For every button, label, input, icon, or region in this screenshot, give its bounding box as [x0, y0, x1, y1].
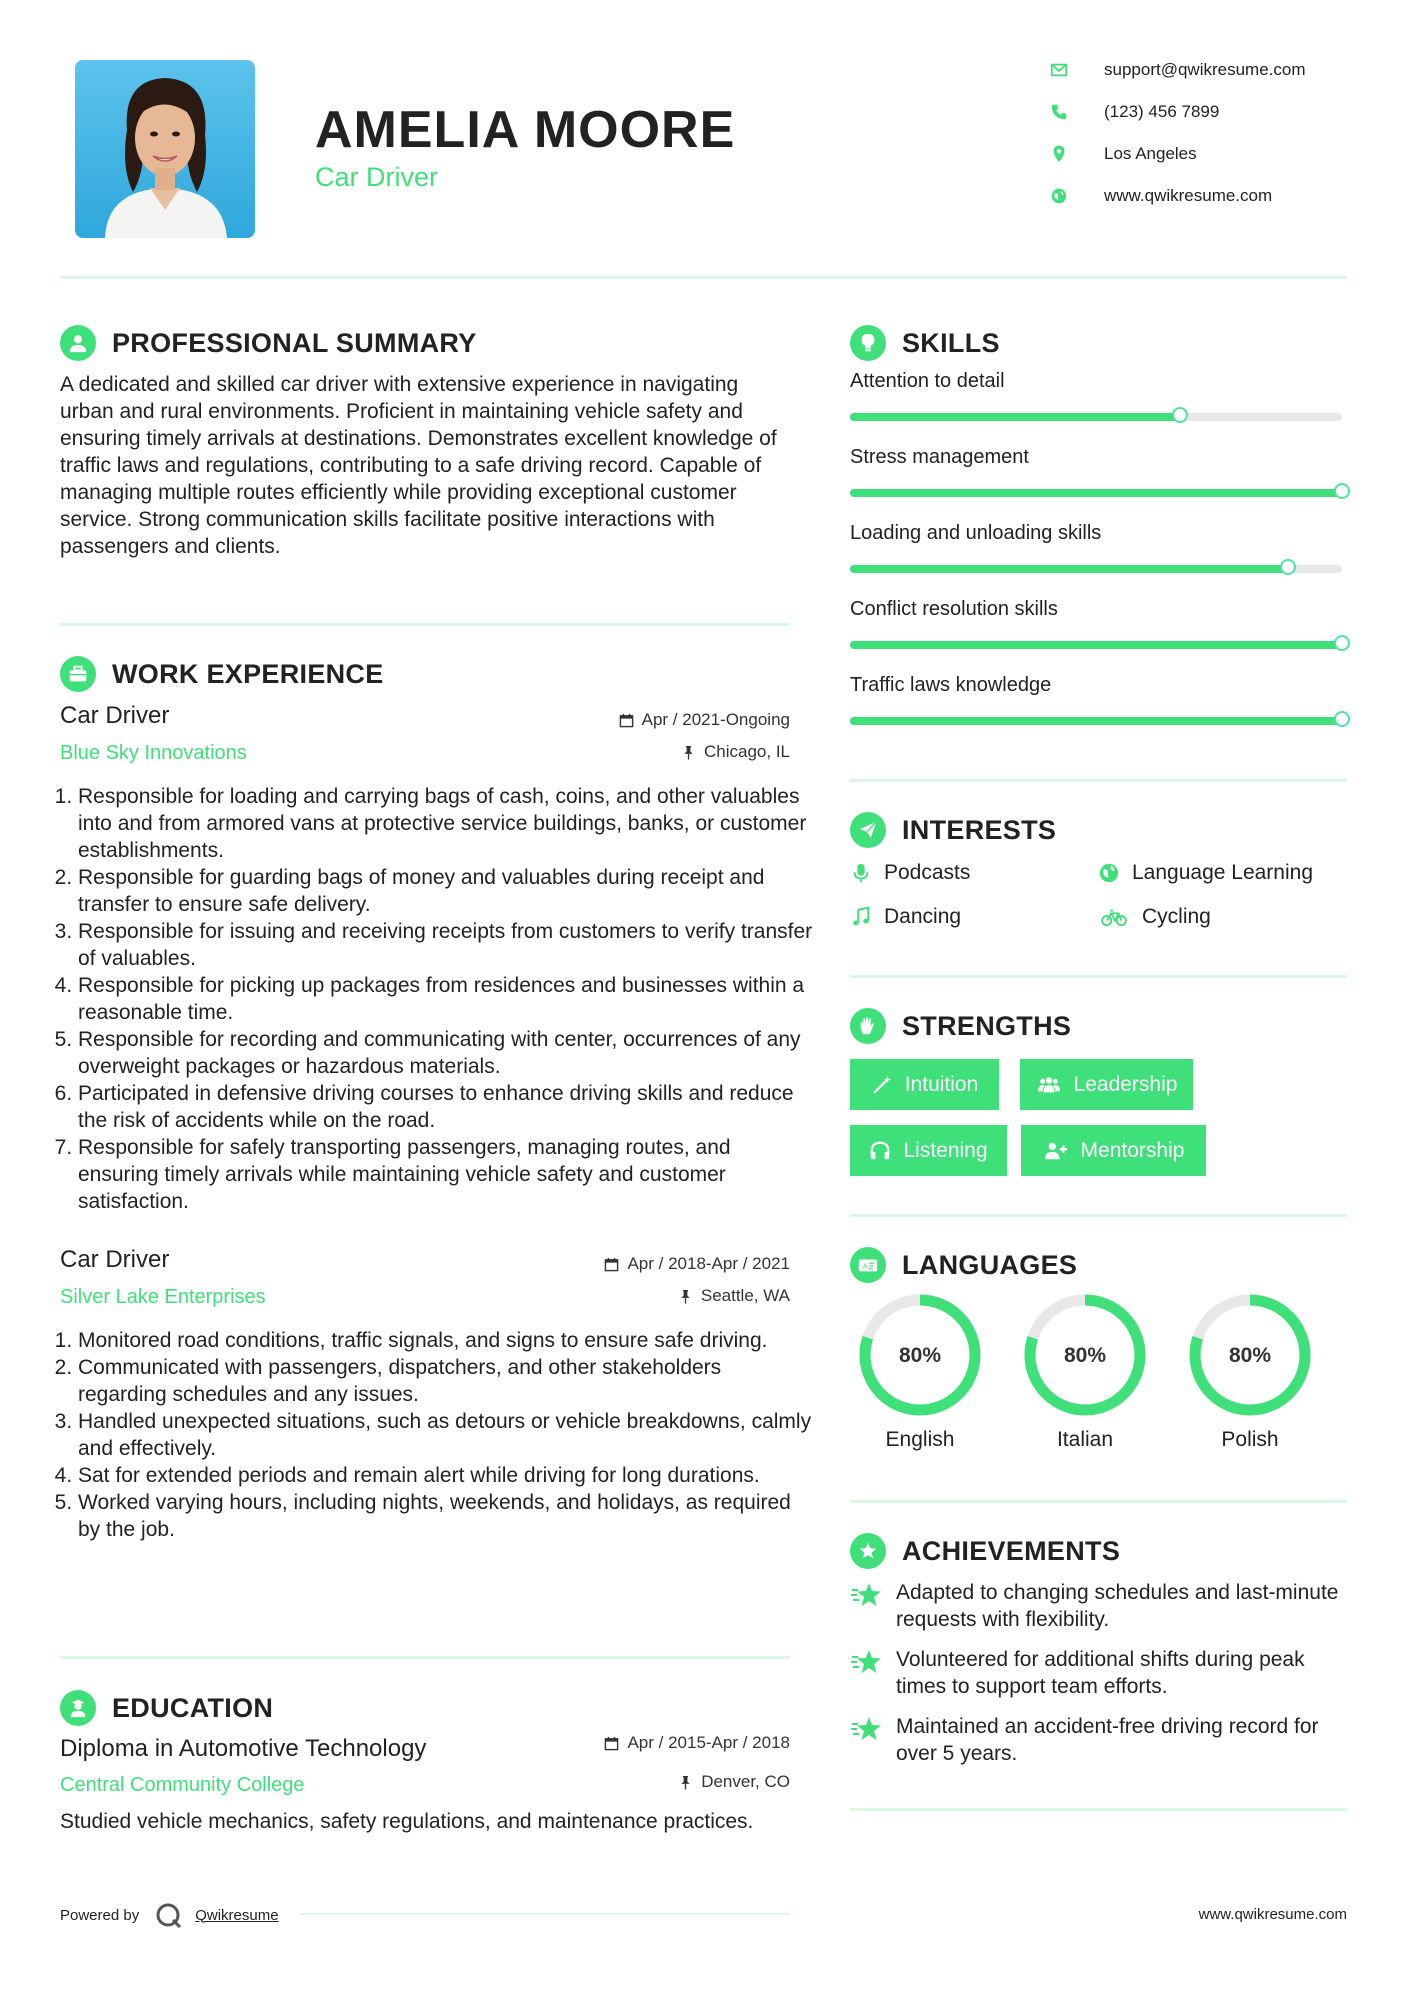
- education-heading: EDUCATION: [60, 1690, 273, 1726]
- skill-bar: [850, 641, 1342, 649]
- profile-photo: [75, 60, 255, 238]
- pushpin-icon: [678, 1775, 693, 1790]
- language-ring: [1185, 1290, 1315, 1420]
- svg-text:A: A: [862, 1261, 868, 1271]
- interest-cycling: Cycling: [1098, 905, 1211, 929]
- skill-bar: [850, 717, 1342, 725]
- skill-bar-knob: [1334, 483, 1350, 499]
- strength-leadership: Leadership: [1020, 1059, 1193, 1110]
- education-location: Denver, CO: [490, 1772, 790, 1792]
- user-plus-icon: [1043, 1140, 1069, 1162]
- envelope-icon: [1050, 61, 1068, 79]
- job-2-location: Seattle, WA: [490, 1286, 790, 1306]
- duty-item: 3. Handled unexpected situations, such as detours or vehicle breakdowns, calmly and effectively.: [78, 1408, 813, 1462]
- footer-powered-by: Powered by Qwikresume: [60, 1900, 279, 1930]
- languages-list: [845, 1290, 1355, 1460]
- language-percent: 80%: [1063, 1344, 1107, 1367]
- duty-item: 1. Responsible for loading and carrying bags of cash, coins, and other valuables into and from armored vans at protective service buildings, banks, or customer establishments.: [78, 783, 813, 864]
- qwikresume-logo-icon: [153, 1900, 183, 1930]
- bicycle-icon: [1098, 906, 1130, 928]
- skill-bar-fill: [850, 717, 1342, 725]
- skill-bar: [850, 565, 1342, 573]
- languages-heading: A LANGUAGES: [850, 1247, 1077, 1283]
- achievement-item: Adapted to changing schedules and last-minute requests with flexibility.: [850, 1579, 1350, 1633]
- job-1-duties: [60, 783, 813, 1215]
- skill-name: Loading and unloading skills: [850, 522, 1102, 544]
- star-badge-icon: [850, 1533, 886, 1569]
- interest-language-learning: Language Learning: [1098, 861, 1313, 885]
- hand-icon: [850, 1008, 886, 1044]
- language-percent: 80%: [1228, 1344, 1272, 1367]
- skill-bar-knob: [1172, 407, 1188, 423]
- footer-divider: [300, 1913, 790, 1915]
- strengths-heading: STRENGTHS: [850, 1008, 1071, 1044]
- duty-item: 4. Responsible for picking up packages from residences and businesses within a reasonable time.: [78, 972, 813, 1026]
- education-degree: Diploma in Automotive Technology: [60, 1735, 427, 1762]
- user-icon: [60, 325, 96, 361]
- skill-name: Conflict resolution skills: [850, 598, 1058, 620]
- strength-intuition: Intuition: [850, 1059, 999, 1110]
- skill-bar-knob: [1334, 711, 1350, 727]
- skill-bar-fill: [850, 565, 1288, 573]
- interests-heading: INTERESTS: [850, 812, 1056, 848]
- headphones-icon: [869, 1140, 891, 1162]
- summary-text: A dedicated and skilled car driver with extensive experience in navigating urban and rural environments. Proficient in maintaining vehicle safety and ensuring timely arrivals at destinations. Demonstrates excellent knowledge of traffic laws and regulations, contributing to a safe driving record. Capable of managing multiple routes efficiently while providing exceptional customer service. Strong communication skills facilitate positive interactions with passengers and clients.: [60, 373, 777, 558]
- languages-divider: [850, 1500, 1347, 1503]
- skill-name: Attention to detail: [850, 370, 1005, 392]
- pushpin-icon: [678, 1289, 693, 1304]
- skill-bar: [850, 413, 1342, 421]
- achievements-heading: ACHIEVEMENTS: [850, 1533, 1120, 1569]
- users-icon: [1036, 1074, 1062, 1096]
- job-2-company: Silver Lake Enterprises: [60, 1286, 266, 1308]
- skill-bar-knob: [1280, 559, 1296, 575]
- microphone-icon: [850, 862, 872, 884]
- strength-listening: Listening: [850, 1125, 1007, 1176]
- education-description: Studied vehicle mechanics, safety regulations, and maintenance practices.: [60, 1810, 754, 1833]
- job-1-company: Blue Sky Innovations: [60, 742, 247, 764]
- skill-name: Traffic laws knowledge: [850, 674, 1052, 696]
- duty-item: 2. Communicated with passengers, dispatchers, and other stakeholders regarding schedules and any issues.: [78, 1354, 813, 1408]
- language-name: Italian: [1056, 1428, 1114, 1451]
- skill-bar-fill: [850, 489, 1342, 497]
- interest-podcasts: Podcasts: [850, 861, 970, 885]
- globe-icon: [1050, 187, 1068, 205]
- language-name: English: [885, 1428, 955, 1451]
- interest-dancing: Dancing: [850, 905, 961, 929]
- contact-phone[interactable]: (123) 456 7899: [1050, 97, 1219, 127]
- job-2-dates: Apr / 2018-Apr / 2021: [490, 1254, 790, 1274]
- job-2-title: Car Driver: [60, 1246, 170, 1273]
- skills-list: [850, 370, 1350, 750]
- duty-item: 5. Responsible for recording and communicating with center, occurrences of any overweight packages or hazardous materials.: [78, 1026, 813, 1080]
- phone-icon: [1050, 103, 1068, 121]
- star-icon: [850, 1715, 884, 1745]
- contact-website[interactable]: www.qwikresume.com: [1050, 181, 1272, 211]
- candidate-name: AMELIA MOORE: [315, 101, 736, 159]
- achievements-divider: [850, 1808, 1347, 1811]
- duty-item: 2. Responsible for guarding bags of money and valuables during receipt and transfer to ensure safe delivery.: [78, 864, 813, 918]
- duty-item: 4. Sat for extended periods and remain alert while driving for long durations.: [78, 1462, 813, 1489]
- skill-bar: [850, 489, 1342, 497]
- achievement-item: Maintained an accident-free driving record for over 5 years.: [850, 1713, 1350, 1767]
- footer-website[interactable]: www.qwikresume.com: [1198, 1906, 1347, 1923]
- skill-bar-knob: [1334, 635, 1350, 651]
- experience-divider: [60, 1656, 790, 1659]
- summary-divider: [60, 623, 790, 626]
- briefcase-icon: [60, 656, 96, 692]
- job-1-title: Car Driver: [60, 702, 170, 729]
- duty-item: 1. Monitored road conditions, traffic signals, and signs to ensure safe driving.: [78, 1327, 813, 1354]
- language-card-icon: [850, 1247, 886, 1283]
- footer-brand-link[interactable]: Qwikresume: [195, 1906, 279, 1924]
- skill-bar-fill: [850, 413, 1180, 421]
- interests-divider: [850, 975, 1347, 978]
- experience-heading: WORK EXPERIENCE: [60, 656, 384, 692]
- language-percent: 80%: [898, 1344, 942, 1367]
- duty-item: 6. Participated in defensive driving courses to enhance driving skills and reduce the risk of accidents while on the road.: [78, 1080, 813, 1134]
- lightbulb-icon: [850, 325, 886, 361]
- pushpin-icon: [681, 745, 696, 760]
- paper-plane-icon: [850, 812, 886, 848]
- language-name: Polish: [1221, 1428, 1279, 1451]
- education-school: Central Community College: [60, 1774, 305, 1796]
- job-1-location: Chicago, IL: [490, 742, 790, 762]
- strengths-divider: [850, 1214, 1347, 1217]
- calendar-icon: [604, 1257, 619, 1272]
- duty-item: 3. Responsible for issuing and receiving receipts from customers to verify transfer of valuables.: [78, 918, 813, 972]
- language-ring: [855, 1290, 985, 1420]
- graduate-icon: [60, 1690, 96, 1726]
- education-dates: Apr / 2015-Apr / 2018: [490, 1733, 790, 1753]
- duty-item: 7. Responsible for safely transporting passengers, managing routes, and ensuring timely arrivals while maintaining vehicle safety and customer satisfaction.: [78, 1134, 813, 1215]
- candidate-role: Car Driver: [315, 162, 439, 192]
- summary-heading: PROFESSIONAL SUMMARY: [60, 325, 477, 361]
- skill-bar-fill: [850, 641, 1342, 649]
- calendar-icon: [604, 1736, 619, 1751]
- header-divider: [60, 276, 1347, 279]
- skills-divider: [850, 779, 1347, 782]
- contact-email[interactable]: support@qwikresume.com: [1050, 55, 1306, 85]
- star-icon: [850, 1648, 884, 1678]
- magic-wand-icon: [871, 1074, 893, 1096]
- strength-mentorship: Mentorship: [1021, 1125, 1206, 1176]
- music-note-icon: [850, 906, 872, 928]
- duty-item: 5. Worked varying hours, including nights, weekends, and holidays, as required by the job.: [78, 1489, 813, 1543]
- skills-heading: SKILLS: [850, 325, 1000, 361]
- job-1-dates: Apr / 2021-Ongoing: [490, 710, 790, 730]
- map-pin-icon: [1050, 145, 1068, 163]
- globe-icon: [1098, 862, 1120, 884]
- star-icon: [850, 1581, 884, 1611]
- skill-name: Stress management: [850, 446, 1029, 468]
- language-ring: [1020, 1290, 1150, 1420]
- calendar-icon: [619, 713, 634, 728]
- achievement-item: Volunteered for additional shifts during peak times to support team efforts.: [850, 1646, 1350, 1700]
- job-2-duties: [60, 1327, 813, 1543]
- contact-location: Los Angeles: [1050, 139, 1197, 169]
